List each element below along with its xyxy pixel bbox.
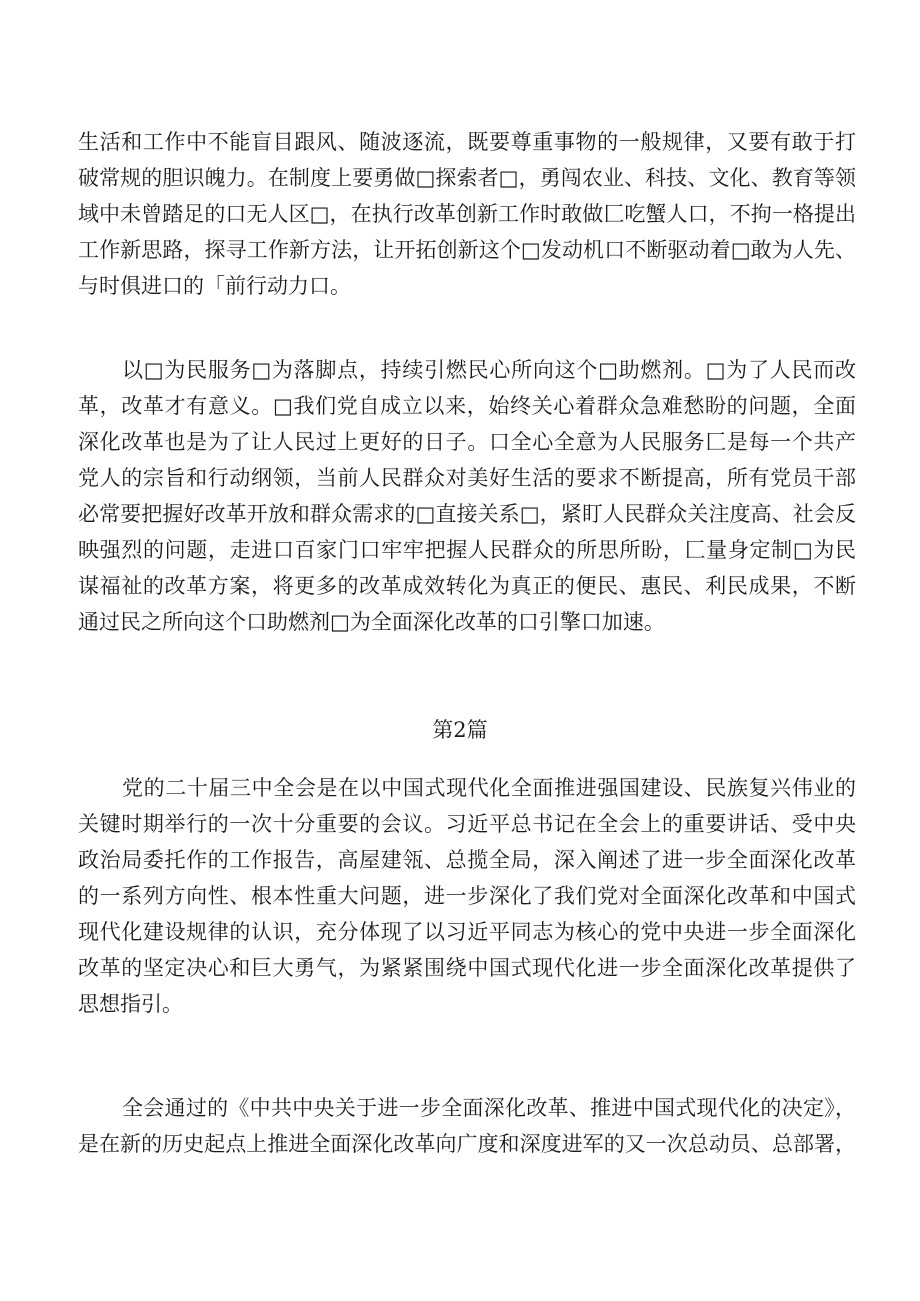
- text-line: 必常要把握好改革开放和群众需求的□直接关系□，紧盯人民群众关注度高、社会反: [78, 502, 856, 526]
- text-line: 的一系列方向性、根本性重大问题，进一步深化了我们党对全面深化改革和中国式: [78, 884, 856, 908]
- text-line: 党人的宗旨和行动纲领，当前人民群众对美好生活的要求不断提高，所有党员干部: [78, 466, 856, 490]
- text-line: 破常规的胆识魄力。在制度上要勇做□探索者□，勇闯农业、科技、文化、教育等领: [78, 166, 856, 190]
- paragraph: [78, 124, 856, 304]
- text-line: 生活和工作中不能盲目跟风、随波逐流，既要尊重事物的一般规律，又要有敢于打: [78, 130, 856, 154]
- text-line: 思想指引。: [78, 992, 183, 1016]
- text-line: 以□为民服务□为落脚点，持续引燃民心所向这个□助燃剂。□为了人民而改: [122, 358, 856, 382]
- text-line: 是在新的历史起点上推进全面深化改革向广度和深度进军的又一次总动员、总部署，: [78, 1132, 856, 1156]
- text-line: 深化改革也是为了让人民过上更好的日子。口全心全意为人民服务匚是每一个共产: [78, 430, 856, 454]
- text-line: 映强烈的问题，走进口百家门口牢牢把握人民群众的所思所盼，匚量身定制□为民: [78, 538, 856, 562]
- text-line: 通过民之所向这个口助燃剂□为全面深化改革的口引擎口加速。: [78, 610, 665, 634]
- text-line: 与时俱进口的「前行动力口。: [78, 274, 351, 298]
- text-line: 现代化建设规律的认识，充分体现了以习近平同志为核心的党中央进一步全面深化: [78, 920, 856, 944]
- text-line: 域中未曾踏足的口无人区□，在执行改革创新工作时敢做匚吃蟹人口，不拘一格提出: [78, 202, 856, 226]
- text-line: 工作新思路，探寻工作新方法，让开拓创新这个□发动机口不断驱动着□敢为人先、: [78, 238, 856, 262]
- paragraph: [78, 352, 856, 640]
- text-line: 政治局委托作的工作报告，高屋建瓴、总揽全局，深入阐述了进一步全面深化改革: [78, 848, 856, 872]
- text-line: 革，改革才有意义。□我们党自成立以来，始终关心着群众急难愁盼的问题，全面: [78, 394, 856, 418]
- text-line: 关键时期举行的一次十分重要的会议。习近平总书记在全会上的重要讲话、受中央: [78, 812, 856, 836]
- text-line: 全会通过的《中共中央关于进一步全面深化改革、推进中国式现代化的决定》，: [122, 1096, 856, 1120]
- text-line: 谋福祉的改革方案，将更多的改革成效转化为真正的便民、惠民、利民成果，不断: [78, 574, 856, 598]
- text-line: 改革的坚定决心和巨大勇气，为紧紧围绕中国式现代化进一步全面深化改革提供了: [78, 956, 856, 980]
- text-line: 党的二十届三中全会是在以中国式现代化全面推进强国建设、民族复兴伟业的: [122, 776, 856, 800]
- paragraph: [78, 1090, 856, 1162]
- paragraph: [78, 770, 856, 1022]
- section-heading: 第2篇: [432, 718, 488, 742]
